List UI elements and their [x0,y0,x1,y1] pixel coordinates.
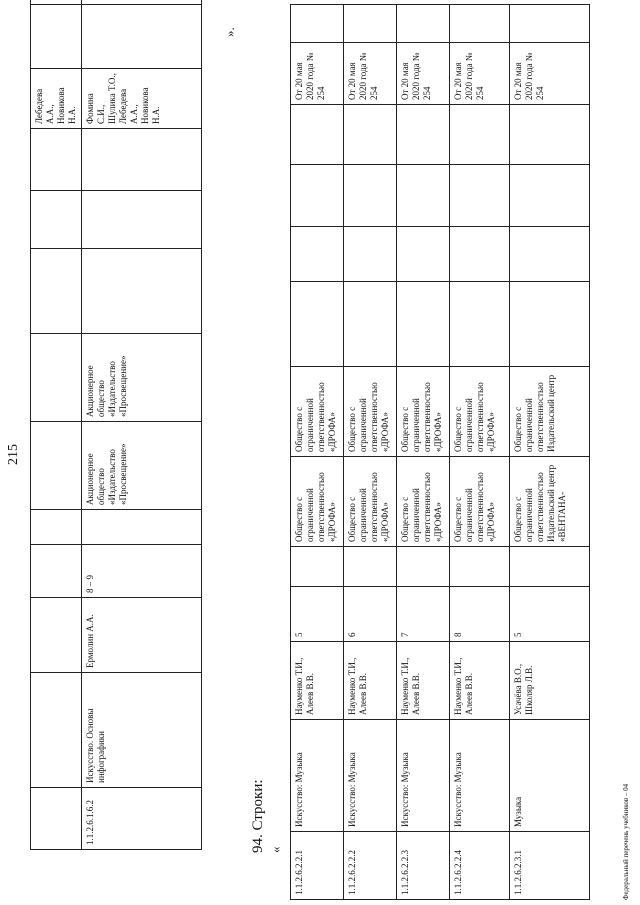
empty-cell [82,249,202,334]
empty-cell [397,282,450,367]
empty-cell [82,510,202,545]
empty-cell [344,105,397,165]
table-row [450,5,510,900]
empty-cell [397,5,450,43]
empty-cell [291,547,344,587]
grade-cell: 5 [510,587,590,642]
grade-cell: 6 [344,587,397,642]
authors-cell: Науменко Т.И., Алеев В.В. [450,642,510,720]
empty-cell [510,165,590,227]
empty-cell [397,547,450,587]
publisher-cell: Общество с ограниченной ответственностью «ДРОФА» [291,457,344,547]
empty-cell [510,547,590,587]
empty-cell [450,547,510,587]
holder-cell: Общество с ограниченной ответственностью Издательский центр [510,367,590,457]
publisher-cell: Общество с ограниченной ответственностью «ДРОФА» [397,457,450,547]
page-number: 215 [6,444,21,465]
deadline-cell [82,0,202,5]
subject-cell: Искусство: Музыка [397,720,450,832]
table-row [31,0,82,850]
empty-cell [291,105,344,165]
bottom-table [290,4,590,900]
top-table [30,0,202,850]
empty-cell [450,5,510,43]
holder-cell: Общество с ограниченной ответственностью «ДРОФА» [344,367,397,457]
empty-cell [344,5,397,43]
table-row [291,5,344,900]
experts-cell: Фомина С.И., Шулика Т.О., Лебедева А.А., Новикова Н.А. [82,69,202,129]
empty-cell [510,227,590,282]
subject-cell: Искусство: Музыка [344,720,397,832]
empty-cell [510,282,590,367]
empty-cell [397,165,450,227]
empty-cell [450,282,510,367]
empty-cell [291,5,344,43]
order-cell: От 20 мая 2020 года № 254 [397,43,450,105]
grade-cell: 8 [450,587,510,642]
publisher-cell: Общество с ограниченной ответственностью «ДРОФА» [450,457,510,547]
footer-text: Федеральный перечень учебников – 04 [622,783,630,900]
holder-cell: Общество с ограниченной ответственностью «ДРОФА» [397,367,450,457]
authors-cell: Науменко Т.И., Алеев В.В. [344,642,397,720]
authors-cell: Ермолин А.А. [82,598,202,673]
order-cell: От 20 мая 2020 года № 254 [344,43,397,105]
open-quote: « [268,846,283,853]
subject-cell: Музыка [510,720,590,832]
order-cell: От 20 мая 2020 года № 254 [291,43,344,105]
table-row [344,5,397,900]
publisher-cell: Акционерное общество «Издательство «Просвещение» [82,422,202,510]
empty-cell [344,165,397,227]
empty-cell [291,282,344,367]
table-row [510,5,590,900]
code-cell: 1.1.2.6.1.6.2 [82,788,202,850]
publisher-cell: Общество с ограниченной ответственностью Издательский центр «ВЕНТАНА- [510,457,590,547]
code-cell: 1.1.2.6.2.2.3 [397,832,450,900]
empty-cell [344,547,397,587]
code-cell: 1.1.2.6.2.2.2 [344,832,397,900]
empty-cell [82,129,202,191]
empty-cell [510,5,590,43]
empty-cell [344,282,397,367]
order-cell: От 20 мая 2020 года № 254 [450,43,510,105]
subject-cell: Искусство: Музыка [291,720,344,832]
empty-cell [450,165,510,227]
holder-cell: Общество с ограниченной ответственностью «ДРОФА» [450,367,510,457]
code-cell: 1.1.2.6.2.2.4 [450,832,510,900]
holder-cell: Акционерное общество «Издательство «Просвещение» [82,334,202,422]
holder-cell: Общество с ограниченной ответственностью «ДРОФА» [291,367,344,457]
authors-cell: Усачёва В.О., Школяр Л.В. [510,642,590,720]
code-cell: 1.1.2.6.2.2.1 [291,832,344,900]
grade-cell: 7 [397,587,450,642]
empty-cell [450,105,510,165]
empty-cell [510,105,590,165]
empty-cell [291,165,344,227]
authors-cell: Науменко Т.И., Алеев В.В. [397,642,450,720]
table-row [397,5,450,900]
empty-cell [397,105,450,165]
empty-cell [397,227,450,282]
empty-cell [82,191,202,249]
publisher-cell: Общество с ограниченной ответственностью «ДРОФА» [344,457,397,547]
grade-cell: 5 [291,587,344,642]
subject-cell: Искусство: Музыка [450,720,510,832]
authors-cell: Науменко Т.И., Алеев В.В. [291,642,344,720]
code-cell: 1.1.2.6.2.3.1 [510,832,590,900]
order-cell: От 20 мая 2020 года № 254 [510,43,590,105]
empty-cell [344,227,397,282]
section-heading: 94. Строки: [250,779,266,853]
subject-cell: Искусство. Основы инфографики [82,673,202,788]
empty-cell [82,5,202,69]
close-quote: ». [222,27,237,37]
prev-row-experts: Лебедева А.А., Новикова Н.А. [31,69,82,129]
table-row [82,0,202,850]
grades-cell: 8 – 9 [82,545,202,598]
empty-cell [450,227,510,282]
empty-cell [291,227,344,282]
